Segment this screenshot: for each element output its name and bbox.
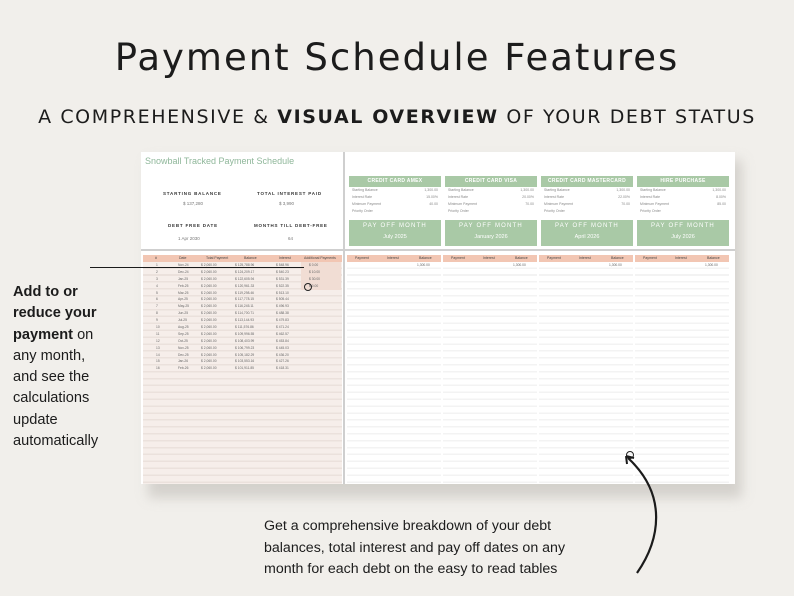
debt-free-label: DEBT FREE DATE — [168, 223, 218, 228]
card-row: Minimum Payment 85.00 — [640, 202, 726, 206]
table-row: 1 Nov-24 $ 2,060.00 $ 125,788.96 $ 548.96 $ 0.00 — [156, 263, 319, 267]
debt-table-header: Payment Interest Balance — [635, 255, 729, 262]
annotation-line: Add to or — [13, 284, 78, 300]
annotation-line: calculations — [13, 390, 90, 407]
months-value: 64 — [288, 236, 294, 241]
debt-table-header: Payment Interest Balance — [347, 255, 441, 262]
table-row: 5 Mar-25 $ 2,060.00 $ 119,298.46 $ 513.10 — [156, 290, 289, 295]
card-title: HIRE PURCHASE — [637, 176, 729, 187]
payoff-label: PAY OFF MONTH — [459, 223, 523, 229]
card-row: Interest Rate 8.00% — [640, 195, 726, 199]
table-row: 13 Nov-25 $ 2,060.00 $ 106,799.23 $ 445.03 — [156, 345, 289, 350]
page-title: Payment Schedule Features — [114, 36, 680, 79]
annotation-line: balances, total interest and pay off dates on any — [264, 539, 566, 556]
card-row: Minimum Payment 70.00 — [544, 202, 630, 206]
table-row: 3 Jan-25 $ 2,060.00 $ 122,605.94 $ 531.39 $ 30.00 — [156, 276, 320, 281]
debt-table-top-balance: 1,300.00 — [609, 263, 622, 267]
card-row: Interest Rate 20.00% — [448, 195, 534, 199]
sheet-title: Snowball Tracked Payment Schedule — [145, 156, 295, 166]
annotation-line: Get a comprehensive breakdown of your debt — [264, 518, 552, 534]
table-row: 16 Feb-26 $ 2,060.00 $ 101,911.85 $ 418.31 — [156, 366, 289, 371]
col-header: # — [155, 256, 157, 260]
payoff-label: PAY OFF MONTH — [651, 223, 715, 229]
annotation-line: payment on — [13, 326, 94, 343]
total-interest-label: TOTAL INTEREST PAID — [257, 191, 322, 196]
starting-balance-label: STARTING BALANCE — [163, 191, 222, 196]
payoff-date: July 2025 — [383, 234, 407, 240]
annotation-line: update — [13, 411, 58, 428]
bottom-annotation — [264, 516, 664, 581]
table-row: 7 May-25 $ 2,060.00 $ 116,245.11 $ 496.93 — [156, 304, 289, 309]
subtitle-pre: A COMPREHENSIVE & — [38, 106, 270, 128]
card-row: Interest Rate 15.00% — [352, 195, 438, 199]
col-header: Total Payment — [206, 256, 229, 260]
payoff-label: PAY OFF MONTH — [555, 223, 619, 229]
subtitle-bold: VISUAL OVERVIEW — [277, 106, 499, 128]
total-interest-value: $ 3,990 — [279, 201, 295, 206]
col-header: Additional Payments — [304, 256, 336, 260]
debt-table-top-balance: 1,300.00 — [417, 263, 430, 267]
col-header: Date — [179, 256, 187, 260]
card-row: Priority Order — [352, 209, 373, 213]
table-row: 6 Apr-25 $ 2,060.00 $ 117,778.15 $ 505.44 — [156, 297, 289, 302]
table-row: 11 Sep-25 $ 2,060.00 $ 109,996.55 $ 462.57 — [156, 331, 289, 336]
subtitle-post: OF YOUR DEBT STATUS — [506, 106, 756, 128]
annotation-line: automatically — [13, 433, 99, 450]
card-title: CREDIT CARD AMEX — [349, 176, 441, 187]
card-row: Priority Order — [448, 209, 469, 213]
debt-table-top-balance: 1,300.00 — [705, 263, 718, 267]
col-header: Balance — [244, 256, 257, 260]
debt-table-top-balance: 1,300.00 — [513, 263, 526, 267]
payoff-date: July 2026 — [671, 234, 695, 240]
card-row: Starting Balance 1,300.00 — [640, 188, 726, 192]
starting-balance-value: $ 137,280 — [183, 201, 204, 206]
col-header: Interest — [279, 256, 291, 260]
card-row: Priority Order — [640, 209, 661, 213]
left-annotation — [13, 282, 133, 452]
payoff-date: April 2026 — [574, 234, 600, 240]
debt-free-value: 1 Apr 2030 — [178, 236, 200, 241]
table-row: 14 Dec-25 $ 2,060.00 $ 105,182.29 $ 436.20 — [156, 352, 289, 357]
card-row: Priority Order — [544, 209, 565, 213]
card-title: CREDIT CARD MASTERCARD — [541, 176, 633, 187]
table-row: 9 Jul-25 $ 2,060.00 $ 113,144.93 $ 479.83 — [156, 318, 289, 323]
card-row: Starting Balance 1,300.00 — [448, 188, 534, 192]
payoff-date: January 2026 — [474, 234, 508, 240]
annotation-line: and see the — [13, 369, 90, 386]
annotation-line: reduce your — [13, 305, 97, 322]
card-row: Starting Balance 1,300.00 — [352, 188, 438, 192]
table-row: 2 Dec-24 $ 2,060.00 $ 124,209.17 $ 540.23 $ 10.00 — [156, 269, 320, 274]
card-row: Starting Balance 1,300.00 — [544, 188, 630, 192]
card-row: Interest Rate 22.00% — [544, 195, 630, 199]
payoff-label: PAY OFF MONTH — [363, 223, 427, 229]
table-row: 8 Jun-25 $ 2,060.00 $ 114,700.71 $ 488.38 — [156, 311, 289, 316]
table-row: 15 Jan-26 $ 2,060.00 $ 103,553.16 $ 427.26 — [156, 359, 289, 364]
table-row: 12 Oct-25 $ 2,060.00 $ 108,403.99 $ 453.84 — [156, 338, 289, 343]
months-label: MONTHS TILL DEBT-FREE — [254, 223, 328, 228]
table-row: 4 Feb-25 $ 2,060.00 $ 120,961.33 $ 522.35 $ 0.00 — [156, 283, 319, 288]
card-title: CREDIT CARD VISA — [445, 176, 537, 187]
card-row: Minimum Payment 40.00 — [352, 202, 438, 206]
annotation-line: any month, — [13, 347, 86, 364]
card-row: Minimum Payment 70.00 — [448, 202, 534, 206]
table-row: 10 Aug-25 $ 2,060.00 $ 111,576.86 $ 471.24 — [156, 325, 289, 330]
debt-table-header: Payment Interest Balance — [443, 255, 537, 262]
annotation-line: month for each debt on the easy to read tables — [264, 561, 558, 577]
debt-table-header: Payment Interest Balance — [539, 255, 633, 262]
